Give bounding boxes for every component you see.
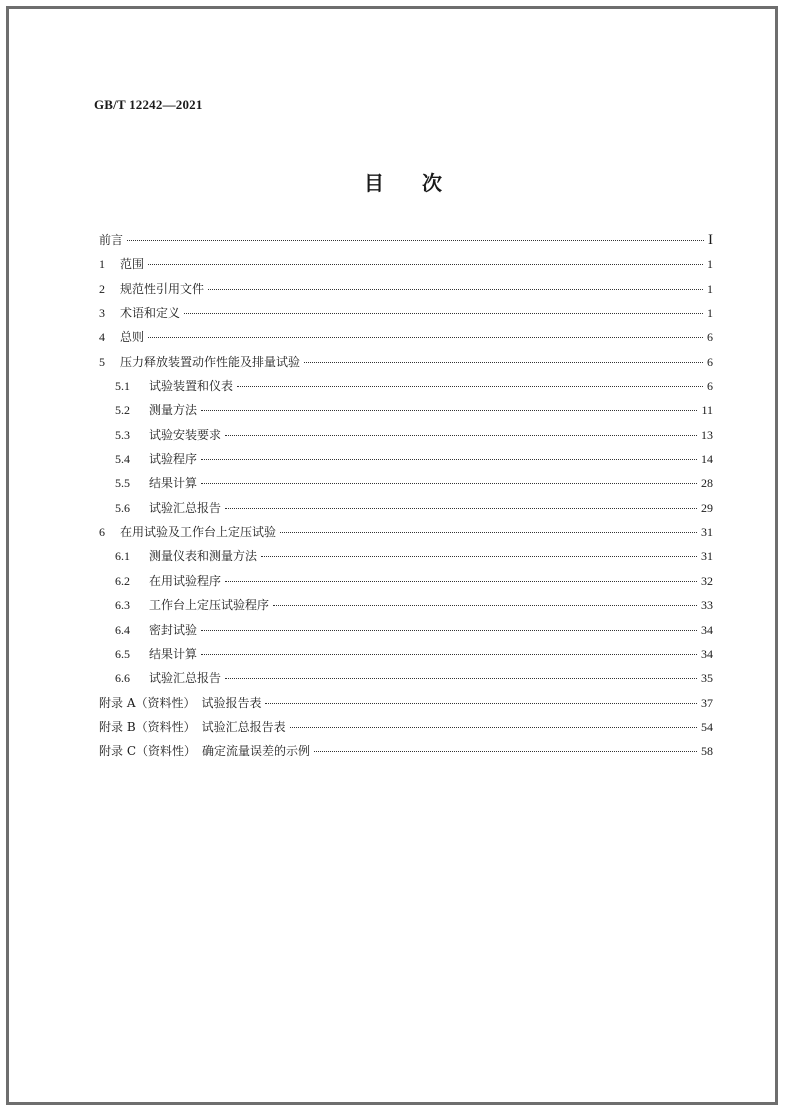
- toc-entry-page: 1: [707, 257, 713, 272]
- toc-entry[interactable]: [99, 573, 713, 597]
- toc-entry-page: 13: [701, 427, 713, 442]
- toc-entry-title: 总则: [120, 330, 145, 345]
- toc-dot-leader: [201, 630, 697, 631]
- toc-dot-leader: [280, 532, 697, 533]
- document-code: GB/T 12242—2021: [94, 97, 203, 112]
- toc-entry-number: 5.2: [115, 403, 130, 418]
- toc-entry-title: 压力释放装置动作性能及排量试验: [120, 354, 301, 369]
- toc-entry[interactable]: [99, 281, 713, 305]
- toc-entry[interactable]: [99, 670, 713, 694]
- toc-entry-page: 29: [701, 500, 713, 515]
- toc-entry-page: 14: [701, 452, 713, 467]
- toc-entry-page: 6: [707, 354, 713, 369]
- toc-entry[interactable]: [99, 475, 713, 499]
- toc-entry-title: 附录 C（资料性） 确定流量误差的示例: [99, 744, 310, 759]
- toc-entry-page: 28: [701, 476, 713, 491]
- toc-entry[interactable]: [99, 719, 713, 743]
- toc-dot-leader: [148, 337, 703, 338]
- toc-dot-leader: [201, 410, 697, 411]
- toc-dot-leader: [201, 654, 697, 655]
- toc-entry-title: 结果计算: [149, 646, 198, 661]
- toc-entry-number: 2: [99, 281, 105, 296]
- toc-entry-page: 6: [707, 330, 713, 345]
- toc-entry-page: 35: [701, 671, 713, 686]
- toc-dot-leader: [237, 386, 703, 387]
- toc-dot-leader: [201, 459, 697, 460]
- toc-entry[interactable]: [99, 256, 713, 280]
- toc-entry-title: 试验汇总报告: [149, 671, 222, 686]
- toc-entry-title: 试验安装要求: [149, 427, 222, 442]
- toc-entry-number: 5.4: [115, 452, 130, 467]
- toc-entry[interactable]: [99, 646, 713, 670]
- toc-entry[interactable]: [99, 743, 713, 767]
- toc-entry-page: I: [708, 232, 713, 248]
- toc-entry-title: 工作台上定压试验程序: [149, 598, 270, 613]
- toc-entry-page: 1: [707, 281, 713, 296]
- toc-dot-leader: [273, 605, 697, 606]
- toc-entry-page: 58: [701, 744, 713, 759]
- toc-list: [99, 232, 713, 768]
- toc-entry-number: 5.5: [115, 476, 130, 491]
- toc-entry[interactable]: [99, 427, 713, 451]
- toc-dot-leader: [225, 508, 697, 509]
- toc-entry-title: 附录 B（资料性） 试验汇总报告表: [99, 719, 286, 734]
- toc-dot-leader: [225, 581, 697, 582]
- toc-entry-title: 试验汇总报告: [149, 500, 222, 515]
- toc-entry-page: 34: [701, 646, 713, 661]
- toc-entry-number: 1: [99, 257, 105, 272]
- toc-dot-leader: [225, 678, 697, 679]
- toc-entry-title: 在用试验及工作台上定压试验: [120, 525, 277, 540]
- toc-dot-leader: [314, 751, 697, 752]
- toc-entry-number: 4: [99, 330, 105, 345]
- toc-dot-leader: [208, 289, 703, 290]
- toc-entry-page: 11: [701, 403, 713, 418]
- toc-entry[interactable]: [99, 451, 713, 475]
- toc-entry-number: 6.6: [115, 671, 130, 686]
- toc-entry[interactable]: [99, 305, 713, 329]
- toc-entry-number: 5.1: [115, 379, 130, 394]
- toc-entry-number: 5: [99, 354, 105, 369]
- toc-dot-leader: [148, 264, 703, 265]
- toc-entry-title: 测量方法: [149, 403, 198, 418]
- toc-entry[interactable]: [99, 232, 713, 256]
- toc-entry[interactable]: [99, 524, 713, 548]
- toc-dot-leader: [201, 483, 697, 484]
- toc-title: 目次: [364, 171, 480, 195]
- toc-entry[interactable]: [99, 402, 713, 426]
- toc-entry-number: 3: [99, 306, 105, 321]
- toc-dot-leader: [261, 556, 697, 557]
- toc-entry-number: 6.1: [115, 549, 130, 564]
- toc-entry-title: 术语和定义: [120, 306, 181, 321]
- toc-entry[interactable]: [99, 548, 713, 572]
- toc-dot-leader: [304, 362, 703, 363]
- toc-entry-title: 密封试验: [149, 622, 198, 637]
- toc-entry-number: 6.2: [115, 573, 130, 588]
- toc-entry-title: 结果计算: [149, 476, 198, 491]
- toc-entry-number: 6.3: [115, 598, 130, 613]
- toc-entry-page: 37: [701, 695, 713, 710]
- toc-entry-title: 试验装置和仪表: [149, 379, 234, 394]
- toc-entry[interactable]: [99, 597, 713, 621]
- toc-entry-number: 5.3: [115, 427, 130, 442]
- toc-entry-title: 范围: [120, 257, 145, 272]
- toc-entry[interactable]: [99, 500, 713, 524]
- toc-entry-title: 前言: [99, 233, 124, 247]
- toc-entry-page: 54: [701, 719, 713, 734]
- toc-entry-page: 1: [707, 306, 713, 321]
- toc-entry[interactable]: [99, 695, 713, 719]
- toc-entry[interactable]: [99, 329, 713, 353]
- toc-entry[interactable]: [99, 622, 713, 646]
- toc-dot-leader: [127, 240, 704, 241]
- toc-entry-title: 测量仪表和测量方法: [149, 549, 258, 564]
- page: [6, 6, 778, 1105]
- toc-entry-page: 33: [701, 598, 713, 613]
- toc-entry-page: 31: [701, 549, 713, 564]
- toc-entry-number: 6.4: [115, 622, 130, 637]
- toc-entry-page: 34: [701, 622, 713, 637]
- toc-entry-title: 试验程序: [149, 452, 198, 467]
- toc-entry-title: 在用试验程序: [149, 573, 222, 588]
- toc-dot-leader: [184, 313, 703, 314]
- toc-entry-number: 5.6: [115, 500, 130, 515]
- toc-entry-number: 6.5: [115, 646, 130, 661]
- toc-entry-page: 6: [707, 379, 713, 394]
- toc-entry[interactable]: [99, 378, 713, 402]
- toc-entry-title: 附录 A（资料性） 试验报告表: [99, 695, 262, 710]
- toc-entry[interactable]: [99, 354, 713, 378]
- toc-entry-title: 规范性引用文件: [120, 281, 205, 296]
- toc-dot-leader: [225, 435, 697, 436]
- toc-dot-leader: [290, 727, 697, 728]
- toc-dot-leader: [265, 703, 697, 704]
- toc-entry-page: 31: [701, 525, 713, 540]
- toc-entry-number: 6: [99, 525, 105, 540]
- toc-entry-page: 32: [701, 573, 713, 588]
